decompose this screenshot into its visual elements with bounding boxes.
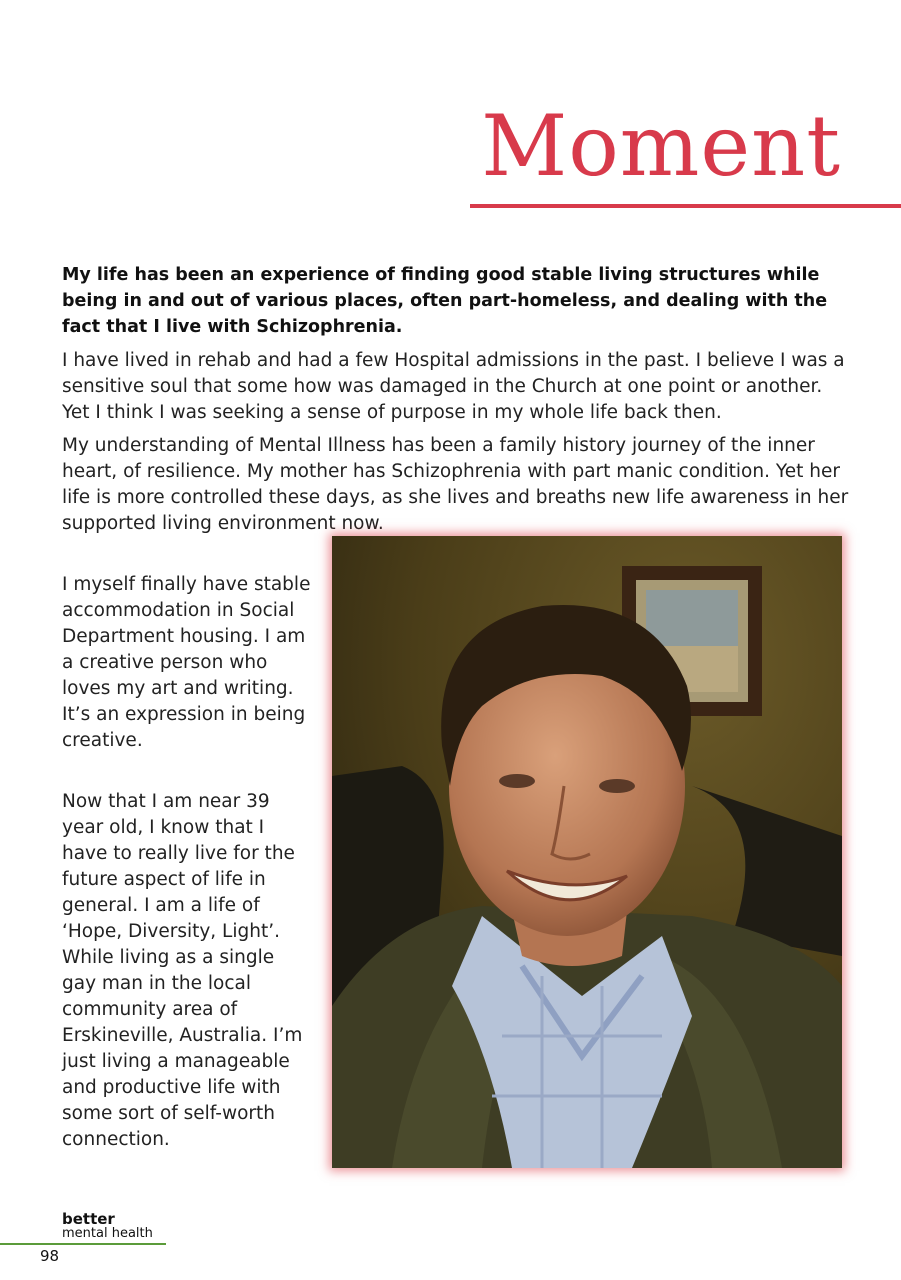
body-paragraph-3: I myself finally have stable accommodation in Social Department housing. I am a creative person who loves my art and writing. It’s an expression in being creative. (62, 574, 311, 751)
lead-paragraph: My life has been an experience of finding good stable living structures while being in and out of various places, often part-homeless, and dealing with the fact that I live with Schizophrenia. (62, 265, 828, 337)
brand-better-text: better (62, 1210, 115, 1228)
page-number: 98 (40, 1247, 60, 1265)
footer-rule (0, 1243, 166, 1245)
brand-mental-health-text: mental health (62, 1226, 153, 1241)
magazine-brand (62, 1212, 153, 1240)
body-paragraph-1: I have lived in rehab and had a few Hospital admissions in the past. I believe I was a sensitive soul that some how was damaged in the Church at one point or another. Yet I think I was seeking a sense of purpose in my whole life back then. (62, 350, 845, 423)
page-title: Moment (481, 97, 841, 195)
portrait-photo (332, 536, 842, 1168)
body-paragraph-4: Now that I am near 39 year old, I know that I have to really live for the future aspect of life in general. I am a life of ‘Hope, Diversity, Light’. While living as a single gay man in the local community area of Erskineville, Australia. I’m just living a manageable and productive life with some sort of self-worth connection. (62, 791, 303, 1150)
title-underline (470, 204, 901, 208)
portrait-illustration (332, 536, 842, 1168)
body-paragraph-2: My understanding of Mental Illness has been a family history journey of the inner heart, of resilience. My mother has Schizophrenia with part manic condition. Yet her life is more controlled these days, as she lives and breaths new life awareness in her supported living environment now. (62, 435, 849, 534)
